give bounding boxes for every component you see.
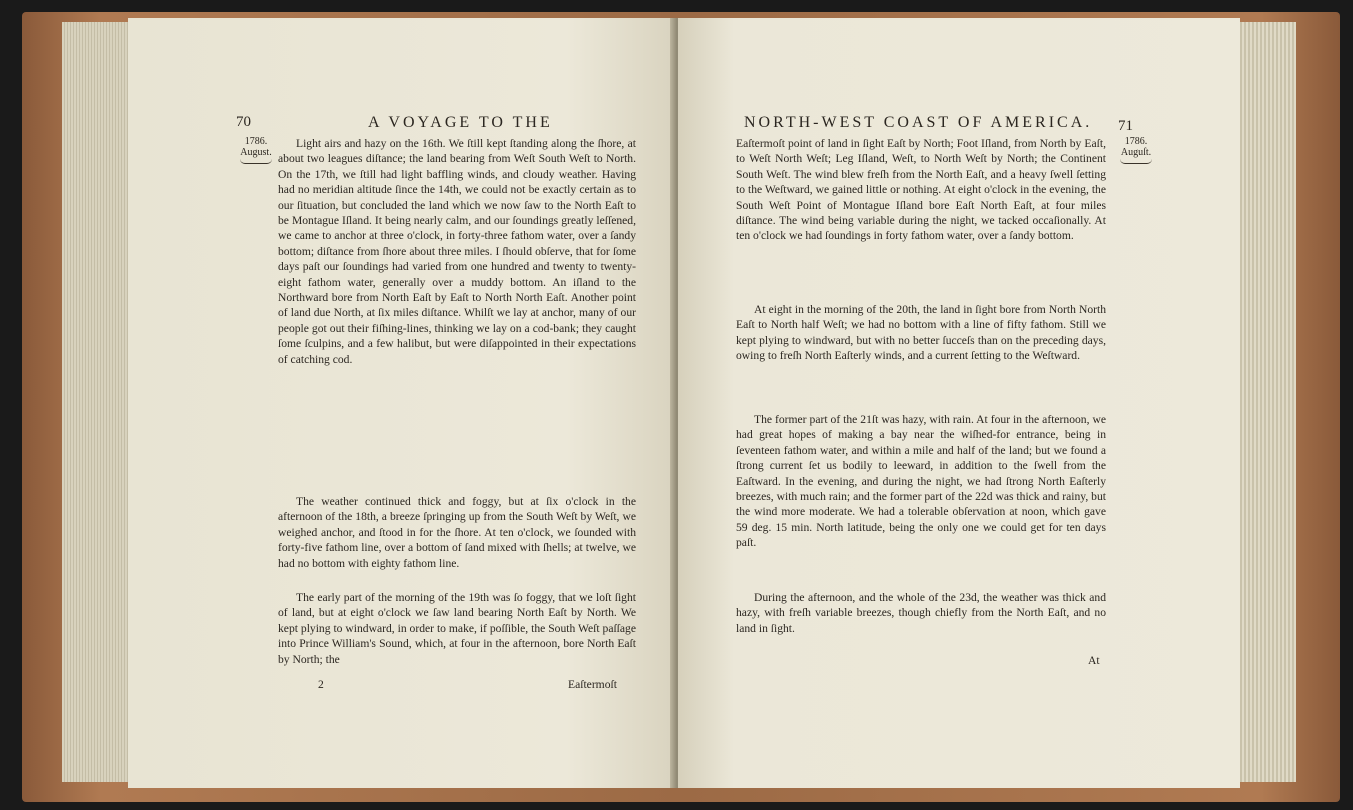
paragraph-1: Eaſtermoſt point of land in ſight Eaſt by North; Foot Iſland, from North by Eaſt, to Weſt North Weſt; Leg Iſland, Weſt, to North Weſt by North; the Continent South Weſt. The wind blew freſh from the North Eaſt, and a heavy ſwell ſetting to the Weſtward, we gained little or nothing. At eight o'clock in the evening, the South Weſt Point of Montague Iſland bore Eaſt North Eaſt, at four miles diſtance. The wind being variable during the night, we tacked occaſionally. At ten o'clock we had ſoundings in forty fathom water, over a ſandy bottom. (736, 137, 1106, 243)
margin-month: Auguſt. (1120, 147, 1152, 158)
paragraph-2: The weather continued thick and foggy, but at ſix o'clock in the afternoon of the 18th, a breeze ſpringing up from the South Weſt by Weſt, we weighed anchor, and ſtood in for the ſhore. At ten o'clock, we ſounded with forty-five fathom line, over a bottom of ſand mixed with ſhells; at twelve, we had no bottom with eighty fathom line. (278, 495, 636, 570)
margin-date (1116, 136, 1156, 164)
margin-year: 1786. (244, 136, 268, 147)
paragraph-3: The former part of the 21ſt was hazy, with rain. At four in the afternoon, we had great hopes of making a bay near the wiſhed-for entrance, being in ſeventeen fathom water, and within a mile and half of the land; but we found a ſtrong current ſet us bodily to leeward, in addition to the ſwell from the Eaſtward. In the evening, and during the night, we had ſtrong North Eaſterly breezes, with much rain; and the former part of the 22d was thick and rainy, but the wind more moderate. We had a tolerable obſervation at noon, which gave 59 deg. 15 min. North latitude, being the only one we could get for ten days paſt. (736, 413, 1106, 550)
running-head: A VOYAGE TO THE (368, 114, 553, 131)
signature-mark: 2 (318, 678, 324, 691)
page-number: 70 (236, 114, 251, 130)
paragraph-1: Light airs and hazy on the 16th. We ſtill kept ſtanding along the ſhore, at about two leagues diſtance; the land bearing from Weſt South Weſt to North. On the 17th, we ſtill had light baffling winds, and cloudy weather. Having had no meridian altitude ſince the 14th, we could not be exactly certain as to our ſituation, but concluded the land which we now ſaw to the North Eaſt to be Montague Iſland. It being nearly calm, and our ſoundings greatly leſſened, we came to anchor at three o'clock, in forty-three fathom water, over a ſandy bottom; diſtance from ſhore about three miles. I ſhould obſerve, that for ſome days paſt our ſoundings had varied from one hundred and twenty to twenty-eight fathom water, generally over a muddy bottom. An iſland to the Northward bore from North Eaſt by Eaſt to North North Eaſt. Another point of land due North, at ſix miles diſtance. Whilſt we lay at anchor, many of our people got out their fiſhing-lines, thinking we lay on a cod-bank; they caught ſome ſculpins, and a few halibut, but were diſappointed in their expectations of catching cod. (278, 137, 636, 366)
page-edges-right (1236, 22, 1296, 782)
margin-brace (1120, 159, 1152, 164)
page-edges-left (62, 22, 132, 782)
running-head: NORTH-WEST COAST OF AMERICA. (744, 114, 1093, 131)
margin-brace (240, 159, 272, 164)
margin-date (236, 136, 276, 164)
paragraph-2: At eight in the morning of the 20th, the land in ſight bore from North North Eaſt to North half Weſt; we had no bottom with a line of fifty fathom. Still we kept plying to windward, but with no better ſucceſs than on the preceding days, owing to freſh North Eaſterly winds, and a current ſetting to the Weſtward. (736, 303, 1106, 363)
paragraph-4: During the afternoon, and the whole of the 23d, the weather was thick and hazy, with freſh variable breezes, though chiefly from the North Eaſt, and no land in ſight. (736, 591, 1106, 635)
right-page (678, 18, 1240, 788)
margin-year: 1786. (1124, 136, 1148, 147)
margin-month: August. (240, 147, 272, 158)
left-page (128, 18, 676, 788)
catchword: Eaſtermoſt (568, 678, 617, 691)
catchword: At (1088, 654, 1100, 667)
paragraph-3: The early part of the morning of the 19th was ſo foggy, that we loſt ſight of land, but at eight o'clock we ſaw land bearing North Eaſt by North. We kept plying to windward, in order to make, if poſſible, the South Weſt paſſage into Prince William's Sound, which, at four in the afternoon, bore North Eaſt by North; the (278, 591, 636, 666)
page-number: 71 (1118, 118, 1133, 134)
